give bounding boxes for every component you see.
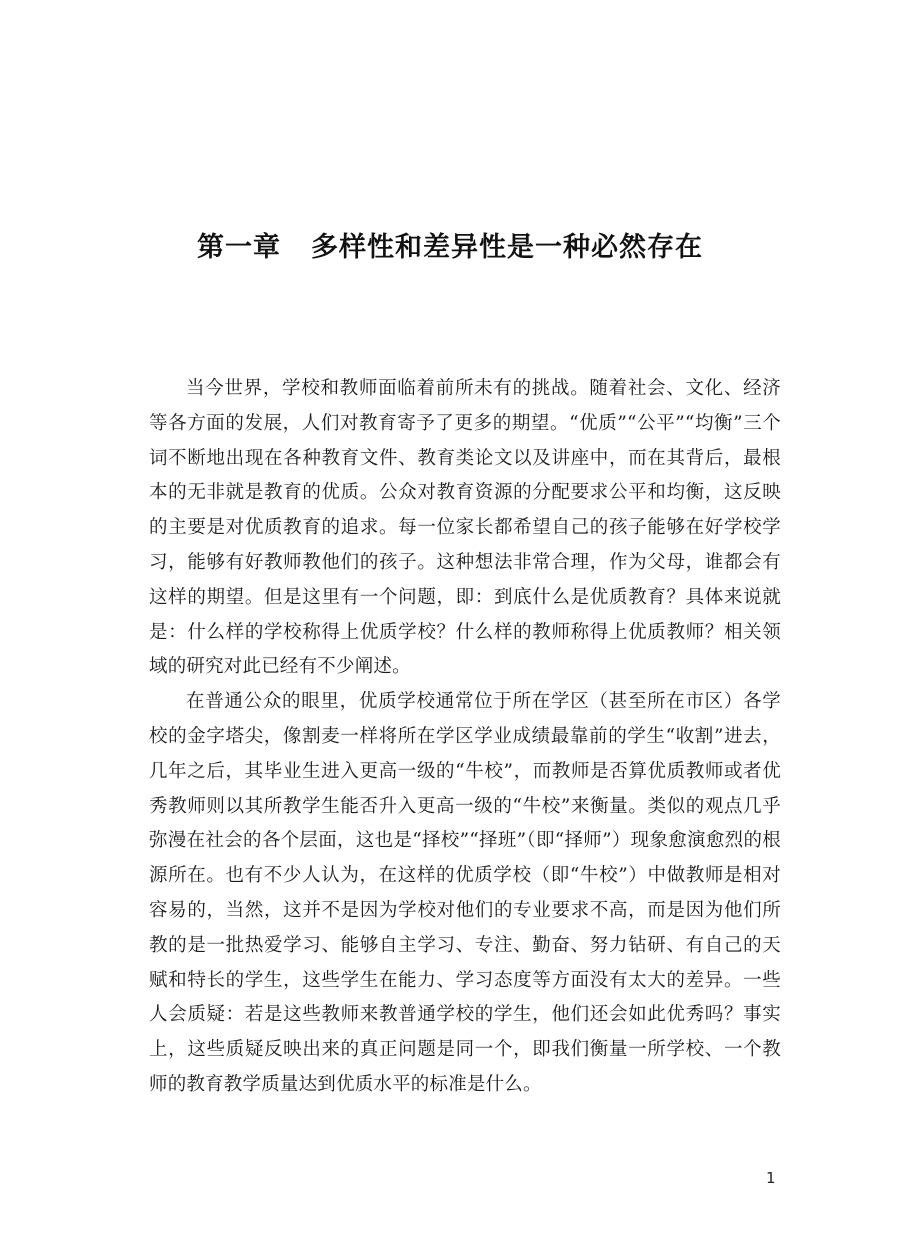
body-text bbox=[149, 372, 781, 1103]
chapter-title bbox=[0, 228, 900, 268]
chapter-title-text: 多样性和差异性是一种必然存在 bbox=[311, 232, 703, 263]
paragraph: 在普通公众的眼里，优质学校通常位于所在学区（甚至所在市区）各学校的金字塔尖，像割麦一样将所在学区学业成绩最靠前的学生“收割”进去，几年之后，其毕业生进入更高一级的“牛校”，而教师是否算优质教师或者优秀教师则以其所教学生能否升入更高一级的“牛校”来衡量。类似的观点几乎弥漫在社会的各个层面，这也是“择校”“择班”（即“择师”）现象愈演愈烈的根源所在。也有不少人认为，在这样的优质学校（即“牛校”）中做教师是相对容易的，当然，这并不是因为学校对他们的专业要求不高，而是因为他们所教的是一批热爱学习、能够自主学习、专注、勤奋、努力钻研、有自己的天赋和特长的学生，这些学生在能力、学习态度等方面没有太大的差异。一些人会质疑：若是这些教师来教普通学校的学生，他们还会如此优秀吗？事实上，这些质疑反映出来的真正问题是同一个，即我们衡量一所学校、一个教师的教育教学质量达到优质水平的标准是什么。 bbox=[149, 691, 781, 1095]
paragraph: 当今世界，学校和教师面临着前所未有的挑战。随着社会、文化、经济等各方面的发展，人们对教育寄予了更多的期望。“优质”“公平”“均衡”三个词不断地出现在各种教育文件、教育类论文以及讲座中，而在其背后，最根本的无非就是教育的优质。公众对教育资源的分配要求公平和均衡，这反映的主要是对优质教育的追求。每一位家长都希望自己的孩子能够在好学校学习，能够有好教师教他们的孩子。这种想法非常合理，作为父母，谁都会有这样的期望。但是这里有一个问题，即：到底什么是优质教育？具体来说就是：什么样的学校称得上优质学校？什么样的教师称得上优质教师？相关领域的研究对此已经有不少阐述。 bbox=[149, 378, 781, 678]
page-number: 1 bbox=[766, 1169, 776, 1187]
chapter-number: 第一章 bbox=[197, 232, 281, 263]
